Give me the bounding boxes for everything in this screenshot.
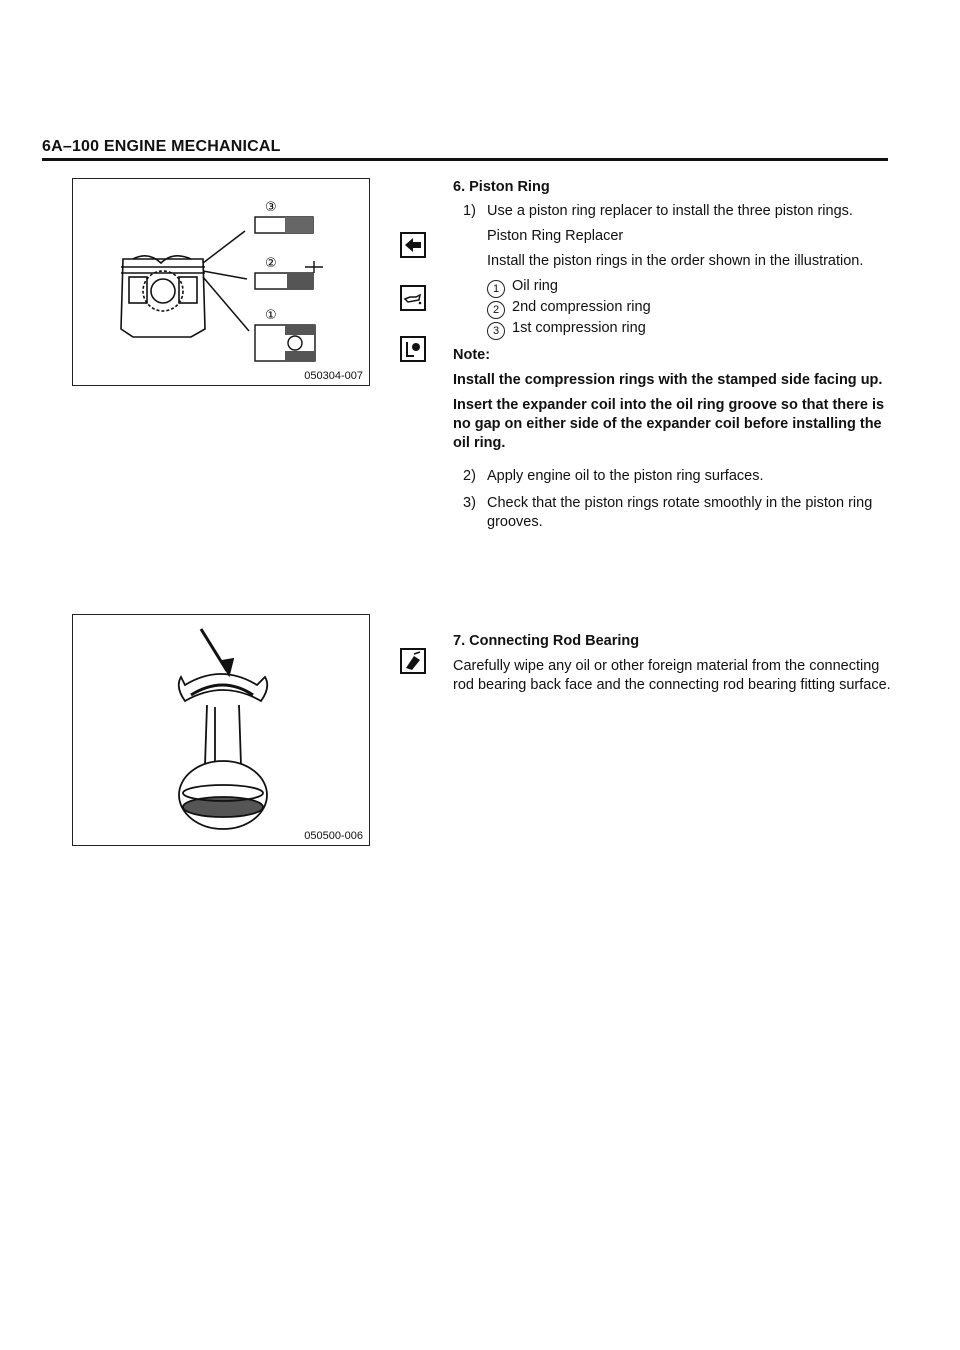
install-arrow-icon [400, 232, 426, 258]
step-1-number: 1) [463, 203, 476, 219]
page-header: 6A–100 ENGINE MECHANICAL [42, 138, 281, 155]
connecting-rod-illustration [73, 615, 369, 845]
note-compression-rings: Install the compression rings with the stamped side facing up. [453, 372, 883, 388]
clean-icon [400, 648, 426, 674]
step-3-number: 3) [463, 495, 476, 511]
ring-label: 2nd compression ring [512, 299, 651, 315]
ring-3-section [255, 200, 313, 233]
note-expander-coil: Insert the expander coil into the oil ring groove so that there is no gap on either side of the expander coil before installing the oil ring. [453, 397, 885, 451]
ring-2-label: ② [265, 256, 277, 271]
ring-label: Oil ring [512, 278, 558, 294]
figure-code: 050304-007 [304, 370, 363, 382]
connecting-rod-figure [72, 614, 370, 846]
ring-item [487, 277, 893, 298]
step-2 [453, 467, 893, 486]
ring-list [453, 277, 893, 340]
section-piston-ring [453, 178, 893, 532]
step-1 [453, 202, 893, 221]
piston-ring-illustration [73, 179, 369, 385]
inspect-icon [400, 336, 426, 362]
ring-2-section [255, 256, 323, 289]
section-7-title: 7. Connecting Rod Bearing [453, 633, 640, 649]
ring-label: 1st compression ring [512, 320, 646, 336]
note-label: Note: [453, 347, 491, 363]
piston-ring-figure [72, 178, 370, 386]
section-connecting-rod-bearing [453, 632, 893, 695]
ring-1-label: ① [265, 308, 277, 323]
step-3-text: Check that the piston rings rotate smoothly in the piston ring grooves. [487, 495, 873, 530]
ring-number: 2 [487, 301, 505, 319]
step-2-text: Apply engine oil to the piston ring surfaces. [487, 468, 764, 484]
step-1-text: Use a piston ring replacer to install the three piston rings. [487, 203, 853, 219]
piston-drawing [121, 256, 205, 337]
ring-number: 3 [487, 322, 505, 340]
section-6-title: 6. Piston Ring [453, 179, 550, 195]
header-rule [42, 158, 888, 161]
step-2-number: 2) [463, 468, 476, 484]
ring-number: 1 [487, 280, 505, 298]
step-3 [453, 494, 893, 532]
ring-item [487, 319, 893, 340]
engine-oil-icon [400, 285, 426, 311]
install-order-text: Install the piston rings in the order shown in the illustration. [487, 253, 864, 269]
tool-name: Piston Ring Replacer [487, 228, 624, 244]
ring-item [487, 298, 893, 319]
ring-3-label: ③ [265, 200, 277, 215]
section-7-body: Carefully wipe any oil or other foreign material from the connecting rod bearing back face and the connecting rod bearing fitting surface. [453, 658, 891, 693]
figure-code: 050500-006 [304, 830, 363, 842]
ring-1-section [255, 308, 315, 361]
